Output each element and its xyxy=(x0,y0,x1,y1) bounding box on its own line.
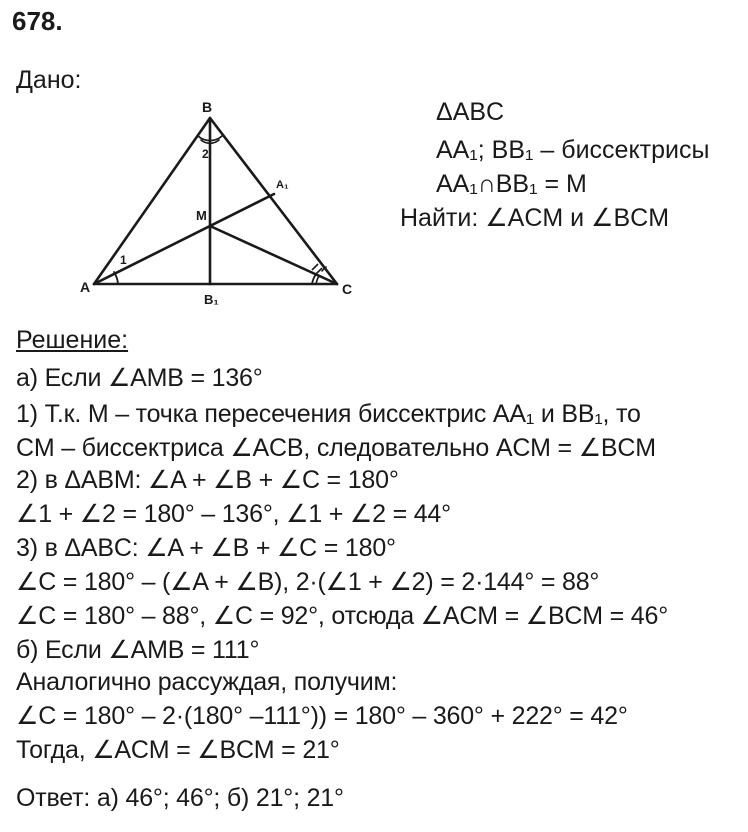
given-label: Дано: xyxy=(16,66,82,94)
label-a: A xyxy=(80,279,91,295)
solution-line-11: ∠C = 180° – 2·(180° –111°)) = 180° – 360° + 222° = 42° xyxy=(16,702,628,730)
solution-line-3: CM – биссектриса ∠ACB, следовательно ACM = ∠BCM xyxy=(16,434,656,462)
solution-line-2: 1) Т.к. M – точка пересечения биссектрис AA₁ и BB₁, то xyxy=(16,400,641,428)
solution-heading: Решение: xyxy=(16,326,129,354)
label-b: B xyxy=(202,99,213,115)
triangle-figure xyxy=(80,96,370,320)
segment-cm xyxy=(210,226,337,284)
solution-line-10: Аналогично рассуждая, получим: xyxy=(16,668,398,696)
solution-line-4: 2) в ΔABM: ∠A + ∠B + ∠C = 180° xyxy=(16,466,399,494)
label-m: M xyxy=(196,208,207,223)
solution-line-1: а) Если ∠AMB = 136° xyxy=(16,364,263,392)
label-c: C xyxy=(342,281,353,297)
condition-triangle: ΔABC xyxy=(436,98,505,126)
label-b1: B₁ xyxy=(204,292,219,307)
angle-arc-a xyxy=(114,272,118,284)
solution-line-12: Тогда, ∠ACM = ∠BCM = 21° xyxy=(16,736,340,764)
label-a1: A₁ xyxy=(276,179,289,191)
condition-bisectors: AA₁; BB₁ – биссектрисы xyxy=(436,136,710,164)
label-angle-1: 1 xyxy=(120,253,127,267)
solution-line-9: б) Если ∠AMB = 111° xyxy=(16,636,260,664)
solution-line-8: ∠C = 180° – 88°, ∠C = 92°, отсюда ∠ACM = ∠BCM = 46° xyxy=(16,602,668,630)
solution-line-5: ∠1 + ∠2 = 180° – 136°, ∠1 + ∠2 = 44° xyxy=(16,500,451,528)
side-ab xyxy=(94,118,210,284)
problem-number: 678. xyxy=(12,6,63,36)
label-angle-2: 2 xyxy=(202,147,209,161)
tick-mark xyxy=(312,264,318,270)
condition-find: Найти: ∠ACM и ∠BCM xyxy=(400,204,670,232)
tick-mark xyxy=(316,268,322,274)
answer-line: Ответ: а) 46°; 46°; б) 21°; 21° xyxy=(16,784,344,812)
solution-line-6: 3) в ΔABC: ∠A + ∠B + ∠C = 180° xyxy=(16,534,396,562)
solution-line-7: ∠C = 180° – (∠A + ∠B), 2·(∠1 + ∠2) = 2·144° = 88° xyxy=(16,568,600,596)
side-bc xyxy=(210,118,337,284)
condition-intersection: AA₁∩BB₁ = M xyxy=(436,170,587,198)
angle-arc-c xyxy=(312,274,316,284)
bisector-aa1 xyxy=(94,194,274,284)
